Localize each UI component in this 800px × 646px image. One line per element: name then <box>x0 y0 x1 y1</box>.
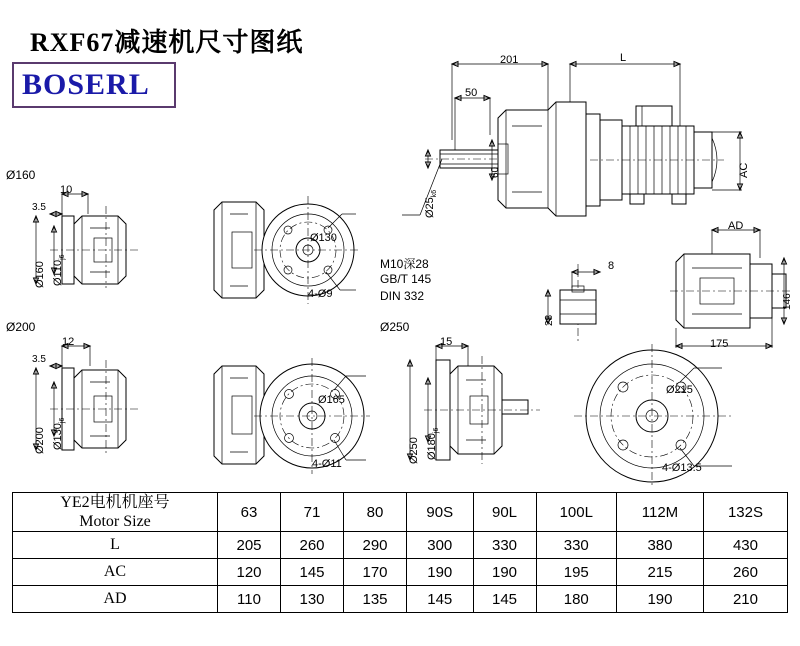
cell-AC-112m: 215 <box>617 559 704 586</box>
row-label-AD: AD <box>13 586 218 613</box>
row-label-L: L <box>13 532 218 559</box>
dim-60: 60 <box>490 166 501 178</box>
table-header-label-cn: YE2电机机座号 <box>60 494 170 511</box>
label-flange-250: Ø250 <box>380 320 410 334</box>
cell-AC-71: 145 <box>281 559 344 586</box>
cell-AD-100l: 180 <box>536 586 617 613</box>
col-132s: 132S <box>703 493 787 532</box>
table-header-label-en: Motor Size <box>79 513 151 530</box>
table-header-row <box>13 493 788 532</box>
cell-L-71: 260 <box>281 532 344 559</box>
flange-200-section-view <box>10 330 190 460</box>
col-90s: 90S <box>407 493 474 532</box>
page-title: RXF67减速机尺寸图纸 <box>30 28 304 57</box>
holes-4-d11: 4-Ø11 <box>312 458 342 470</box>
dim-8: 8 <box>608 260 615 272</box>
cell-AD-90s: 145 <box>407 586 474 613</box>
dim-180-bore: $Ø180_{j6}$ <box>426 427 441 460</box>
cell-AD-90l: 145 <box>473 586 536 613</box>
cell-AC-100l: 195 <box>536 559 617 586</box>
flange-160-front-view <box>200 180 360 310</box>
cell-AC-90s: 190 <box>407 559 474 586</box>
cell-L-80: 290 <box>344 532 407 559</box>
dim-201: 201 <box>500 54 519 66</box>
dim-3-5: 3.5 <box>32 202 46 213</box>
thread-note-line3: DIN 332 <box>380 289 425 303</box>
label-flange-200: Ø200 <box>6 320 36 334</box>
col-100l: 100L <box>536 493 617 532</box>
col-63: 63 <box>218 493 281 532</box>
cell-AD-80: 135 <box>344 586 407 613</box>
flange-160-section-view <box>10 180 190 290</box>
table-row <box>13 532 788 559</box>
thread-note-line1: M10深28 <box>380 257 429 271</box>
dim-200-outer: Ø200 <box>34 427 46 454</box>
col-112m: 112M <box>617 493 704 532</box>
dim-AD: AD <box>728 220 744 232</box>
flange-250-section-view <box>384 330 574 470</box>
col-71: 71 <box>281 493 344 532</box>
row-label-AC: AC <box>13 559 218 586</box>
col-90l: 90L <box>473 493 536 532</box>
cell-AC-63: 120 <box>218 559 281 586</box>
dim-shaft-diameter: $Ø25_{k6}$ <box>424 189 439 218</box>
cell-L-100l: 330 <box>536 532 617 559</box>
cell-L-90s: 300 <box>407 532 474 559</box>
col-80: 80 <box>344 493 407 532</box>
table-row <box>13 559 788 586</box>
dim-175: 175 <box>710 338 729 350</box>
cell-L-132s: 430 <box>703 532 787 559</box>
motor-size-table <box>12 492 788 613</box>
dim-110-bore: $Ø110_{j6}$ <box>52 254 67 286</box>
cell-AC-80: 170 <box>344 559 407 586</box>
dim-15: 15 <box>440 336 453 348</box>
dim-AC: AC <box>738 162 750 178</box>
dim-L: L <box>620 52 627 64</box>
cell-AC-132s: 260 <box>703 559 787 586</box>
cell-AC-90l: 190 <box>473 559 536 586</box>
dim-215-bolt-circle: Ø215 <box>666 384 693 396</box>
flange-200-front-view <box>200 338 370 478</box>
table-row <box>13 586 788 613</box>
dim-146: 146 <box>782 293 793 310</box>
dim-160-outer: Ø160 <box>34 261 46 288</box>
holes-4-d9: 4-Ø9 <box>308 288 333 300</box>
dim-250-outer: Ø250 <box>408 437 420 464</box>
cell-AD-63: 110 <box>218 586 281 613</box>
label-flange-160: Ø160 <box>6 168 36 182</box>
dim-28: 28 <box>544 314 555 326</box>
logo-box <box>12 62 176 108</box>
cell-L-112m: 380 <box>617 532 704 559</box>
logo-text: BOSERL <box>22 68 150 101</box>
flange-250-front-view <box>556 336 756 486</box>
cell-AD-71: 130 <box>281 586 344 613</box>
dim-130-bolt-circle: Ø130 <box>310 232 337 244</box>
dim-50: 50 <box>465 87 478 99</box>
dim-12: 12 <box>62 336 75 348</box>
dim-130-bore: $Ø130_{j6}$ <box>52 417 67 450</box>
cell-AD-112m: 190 <box>617 586 704 613</box>
dim-165-bolt-circle: Ø165 <box>318 394 345 406</box>
holes-4-d13-5: 4-Ø13.5 <box>662 462 702 474</box>
cell-AD-132s: 210 <box>703 586 787 613</box>
cell-L-90l: 330 <box>473 532 536 559</box>
dim-3-5-200: 3.5 <box>32 354 46 365</box>
dim-10: 10 <box>60 184 73 196</box>
table-header-label <box>13 493 218 532</box>
cell-L-63: 205 <box>218 532 281 559</box>
thread-note-line2: GB/T 145 <box>380 272 432 286</box>
